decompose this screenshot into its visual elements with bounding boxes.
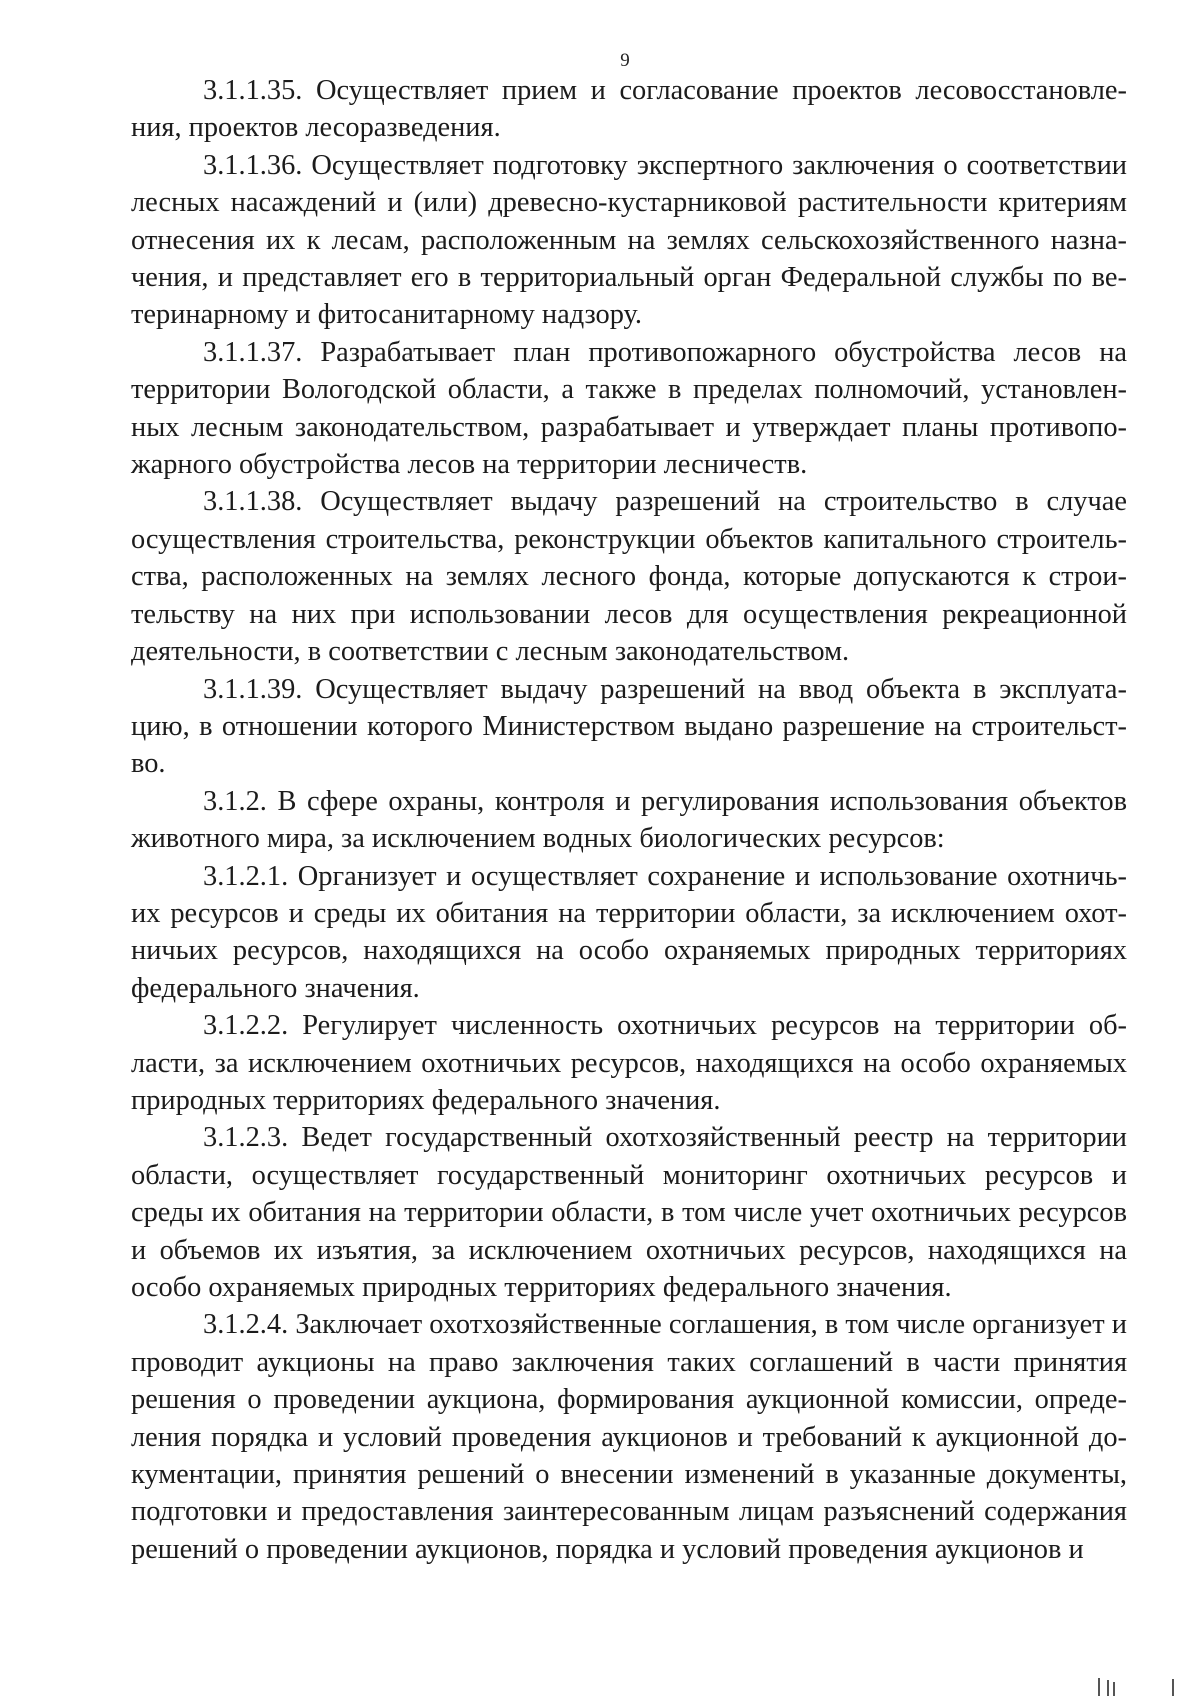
- paragraph-3-1-2-4: 3.1.2.4. Заключает охотхозяйственные соглашения, в том числе организует и проводит аукционы на право заключения таких соглашений в части принятия решения о проведении аукциона, формирования аукционной комиссии, определения порядка и условий проведения аукционов и требований к аукционной документации, принятия решений о внесении изменений в указанные документы, подготовки и предоставления заинтересованным лицам разъяснений содержания решений о проведении аукционов, порядка и условий проведения аукционов и: [131, 1309, 1127, 1565]
- scan-mark: [1107, 1680, 1109, 1696]
- paragraph-3-1-1-38: 3.1.1.38. Осуществляет выдачу разрешений на строительство в случае осуществления строительства, реконструкции объектов капитального строительства, расположенных на землях лесного фонда, которые допускаются к строительству на них при использовании лесов для осуществления рекреационной деятельности, в соответствии с лесным законодательством.: [131, 486, 1127, 668]
- paragraph-3-1-2-2: 3.1.2.2. Регулирует численность охотничьих ресурсов на территории области, за исключением охотничьих ресурсов, находящихся на особо охраняемых природных территориях федерального значения.: [131, 1010, 1127, 1116]
- page-number: 9: [620, 50, 630, 71]
- paragraph-3-1-2-1: 3.1.2.1. Организует и осуществляет сохранение и использование охотничьих ресурсов и среды их обитания на территории области, за исключением охотничьих ресурсов, находящихся на особо охраняемых природных территориях федерального значения.: [131, 860, 1127, 1004]
- paragraph-3-1-1-36: 3.1.1.36. Осуществляет подготовку экспертного заключения о соответствии лесных насаждений и (или) древесно-кустарниковой растительности критериям отнесения их к лесам, расположенным на землях сельскохозяйственного назначения, и представляет его в территориальный орган Федеральной службы по ветеринарному и фитосанитарному надзору.: [131, 149, 1127, 331]
- document-body: [131, 72, 1127, 1568]
- paragraph-3-1-2: 3.1.2. В сфере охраны, контроля и регулирования использования объектов животного мира, за исключением водных биологических ресурсов:: [131, 785, 1127, 855]
- scan-mark: [1172, 1679, 1174, 1696]
- scan-mark: [1113, 1682, 1115, 1696]
- paragraph-3-1-1-35: 3.1.1.35. Осуществляет прием и согласование проектов лесовосстановления, проектов лесоразведения.: [131, 75, 1127, 144]
- paragraph-3-1-2-3: 3.1.2.3. Ведет государственный охотхозяйственный реестр на территории области, осуществляет государственный мониторинг охотничьих ресурсов и среды их обитания на территории области, в том числе учет охотничьих ресурсов и объемов их изъятия, за исключением охотничьих ресурсов, находящихся на особо охраняемых природных территориях федерального значения.: [131, 1122, 1127, 1303]
- paragraph-3-1-1-37: 3.1.1.37. Разрабатывает план противопожарного обустройства лесов на территории Вологодской области, а также в пределах полномочий, установленных лесным законодательством, разрабатывает и утверждает планы противопожарного обустройства лесов на территории лесничеств.: [131, 336, 1127, 481]
- paragraph-3-1-1-39: 3.1.1.39. Осуществляет выдачу разрешений на ввод объекта в эксплуатацию, в отношении которого Министерством выдано разрешение на строительство.: [131, 673, 1127, 780]
- scan-mark: [1098, 1678, 1100, 1696]
